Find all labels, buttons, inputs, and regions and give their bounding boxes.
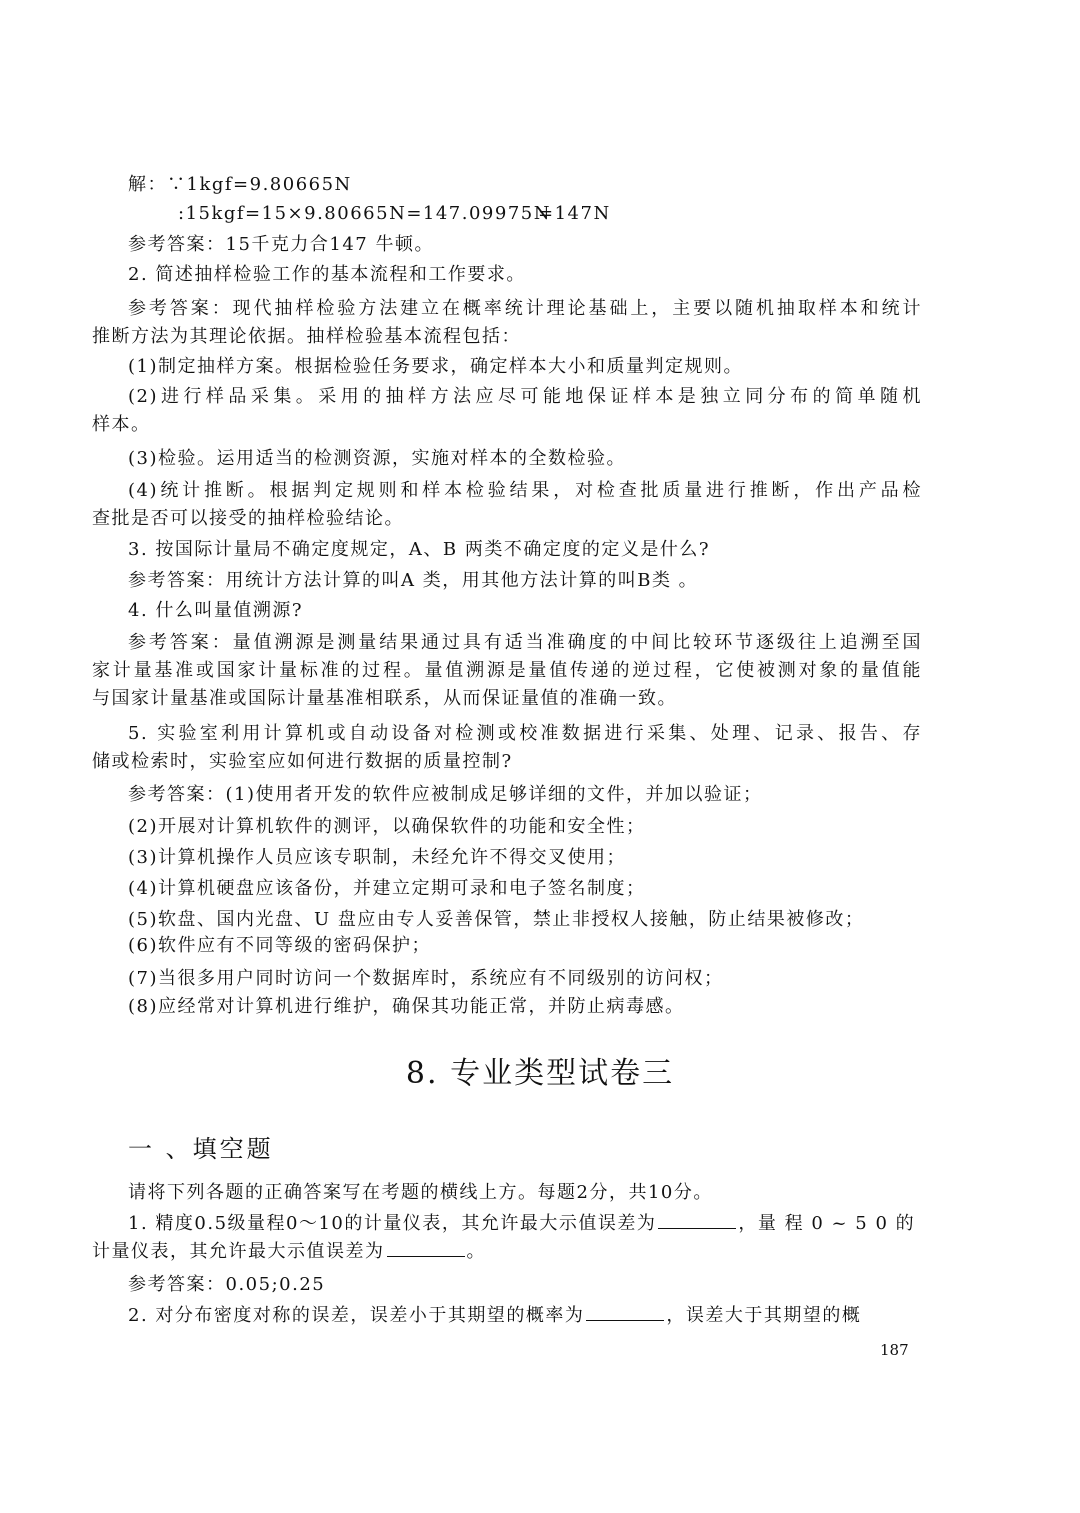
question-5-answer-8: (8)应经常对计算机进行维护，确保其功能正常，并防止病毒感。	[128, 996, 685, 1017]
question-5-title-line-1: 5. 实验室利用计算机或自动设备对检测或校准数据进行采集、处理、记录、报告、存	[128, 723, 922, 744]
solution-line-2-result: =147N	[538, 203, 611, 224]
fill-question-1-line-1	[128, 1210, 922, 1237]
fill-question-1-text-d: 。	[466, 1241, 486, 1262]
section-subtitle: 一 、填空题	[128, 1135, 274, 1163]
question-4-title: 4. 什么叫量值溯源?	[128, 600, 304, 621]
question-5-answer-6: (6)软件应有不同等级的密码保护；	[128, 935, 431, 956]
fill-question-1-answer: 参考答案：0.05;0.25	[128, 1274, 326, 1295]
fill-question-2-text-b: ，误差大于其期望的概	[666, 1305, 862, 1326]
answer-blank	[387, 1238, 465, 1257]
question-2-step-4-line-2: 查批是否可以接受的抽样检验结论。	[92, 508, 404, 529]
question-3-answer: 参考答案：用统计方法计算的叫A 类，用其他方法计算的叫B类 。	[128, 570, 699, 591]
section-title: 8. 专业类型试卷三	[405, 1056, 675, 1091]
question-5-answer-5: (5)软盘、国内光盘、U 盘应由专人妥善保管，禁止非授权人接触，防止结果被修改；	[128, 909, 865, 930]
question-2-title: 2. 简述抽样检验工作的基本流程和工作要求。	[128, 264, 526, 285]
question-2-step-1: (1)制定抽样方案。根据检验任务要求，确定样本大小和质量判定规则。	[128, 356, 743, 377]
answer-blank	[586, 1302, 664, 1321]
question-2-step-2-line-1: (2)进行样品采集。采用的抽样方法应尽可能地保证样本是独立同分布的简单随机	[128, 386, 922, 407]
question-5-title-line-2: 储或检索时，实验室应如何进行数据的质量控制?	[92, 751, 513, 772]
section-instruction: 请将下列各题的正确答案写在考题的横线上方。每题2分，共10分。	[128, 1182, 713, 1203]
fill-question-2-line-1	[128, 1302, 922, 1329]
solution-line-1: 解：∵1kgf=9.80665N	[128, 174, 352, 195]
fill-question-1-text-c: 计量仪表，其允许最大示值误差为	[92, 1241, 385, 1262]
question-2-step-2-line-2: 样本。	[92, 414, 151, 435]
question-5-answer-7: (7)当很多用户同时访问一个数据库时，系统应有不同级别的访问权；	[128, 968, 724, 989]
fill-question-1-text-a: 1. 精度0.5级量程0～10的计量仪表，其允许最大示值误差为	[128, 1213, 657, 1234]
question-5-answer-1: 参考答案：(1)使用者开发的软件应被制成足够详细的文件，并加以验证；	[128, 784, 763, 805]
question-2-answer-line-1: 参考答案：现代抽样检验方法建立在概率统计理论基础上，主要以随机抽取样本和统计	[128, 298, 922, 319]
question-4-answer-line-1: 参考答案：量值溯源是测量结果通过具有适当准确度的中间比较环节逐级往上追溯至国	[128, 632, 922, 653]
fill-question-2-text-a: 2. 对分布密度对称的误差，误差小于其期望的概率为	[128, 1305, 585, 1326]
question-3-title: 3. 按国际计量局不确定度规定，A、B 两类不确定度的定义是什么?	[128, 539, 710, 560]
solution-answer: 参考答案：15千克力合147 牛顿。	[128, 234, 434, 255]
solution-line-2: :15kgf=15×9.80665N=147.09975N	[178, 203, 551, 224]
fill-question-1-line-2	[92, 1238, 922, 1265]
question-5-answer-2: (2)开展对计算机软件的测评，以确保软件的功能和安全性；	[128, 816, 646, 837]
answer-blank	[658, 1210, 736, 1229]
question-4-answer-line-3: 与国家计量基准或国际计量基准相联系，从而保证量值的准确一致。	[92, 688, 677, 709]
question-2-step-4-line-1: (4)统计推断。根据判定规则和样本检验结果，对检查批质量进行推断，作出产品检	[128, 480, 922, 501]
question-5-answer-3: (3)计算机操作人员应该专职制，未经允许不得交叉使用；	[128, 847, 626, 868]
page-number: 187	[880, 1341, 909, 1359]
question-5-answer-4: (4)计算机硬盘应该备份，并建立定期可录和电子签名制度；	[128, 878, 646, 899]
question-2-step-3: (3)检验。运用适当的检测资源，实施对样本的全数检验。	[128, 448, 626, 469]
question-4-answer-line-2: 家计量基准或国家计量标准的过程。量值溯源是量值传递的逆过程，它使被测对象的量值能	[92, 660, 922, 681]
fill-question-1-text-b: ，量 程 0 ~ 5 0 的	[738, 1213, 916, 1234]
question-2-answer-line-2: 推断方法为其理论依据。抽样检验基本流程包括：	[92, 326, 521, 347]
